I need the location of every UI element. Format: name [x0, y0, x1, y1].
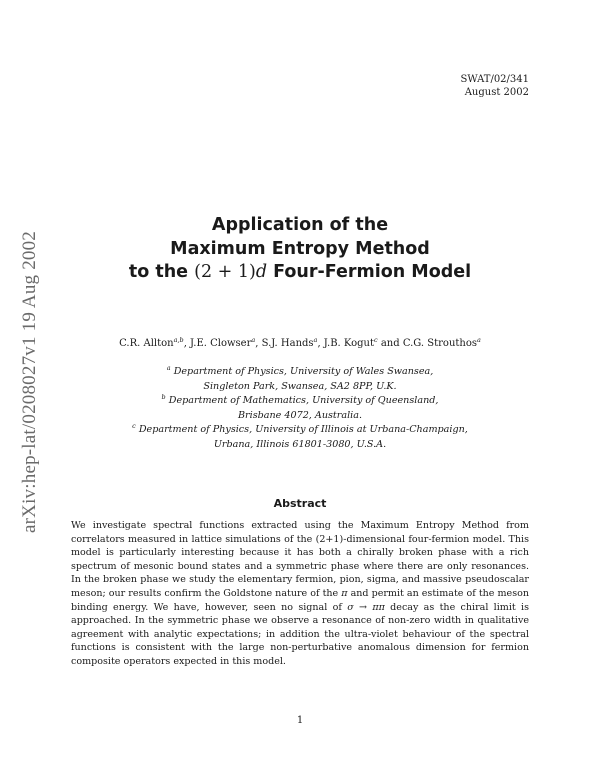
abstract-body	[71, 519, 529, 669]
author-affil-mark: a	[477, 336, 481, 344]
author-affil-mark: a,b	[173, 336, 184, 344]
title-line-3-prefix: to the	[128, 262, 195, 282]
author	[190, 338, 262, 349]
author-sep: ,	[183, 338, 191, 349]
affiliation-a-line-1	[80, 365, 520, 380]
author-name: J.B. Kogut	[323, 338, 374, 349]
author	[262, 338, 324, 349]
abstract-part-2: and permit an estimate of the meson binding energy. We have, however, seen no signal of	[71, 587, 529, 613]
author-name: C.R. Allton	[119, 338, 174, 349]
author-sep: ,	[255, 338, 262, 349]
affiliations	[80, 365, 520, 453]
title-math-d: d	[255, 262, 268, 282]
author-affil-mark: c	[374, 336, 378, 344]
affiliation-c-line-1	[80, 423, 520, 438]
abstract-symbol-pi: π	[341, 587, 348, 599]
author	[119, 338, 190, 349]
abstract-symbol-decay: σ → ππ	[347, 601, 385, 613]
title-line-3	[80, 261, 520, 285]
abstract-part-3: decay as the chiral limit is approached. In the symmetric phase we observe a resonance of non-zero width in qualitative agreement with analytic expectations; in addition the ultra-violet behaviour of the spectral functions is consistent with the large non-perturbative anomalous dimension for fermion composite operators expected in this model.	[71, 601, 529, 667]
affiliation-text: Department of Physics, University of Wales Swansea,	[173, 366, 434, 377]
title-math	[194, 262, 267, 282]
abstract-heading: Abstract	[273, 497, 327, 510]
title-line-2: Maximum Entropy Method	[170, 238, 430, 259]
author	[403, 338, 481, 349]
author	[324, 338, 403, 349]
affiliation-text: Department of Physics, University of Illinois at Urbana-Champaign,	[138, 424, 468, 436]
author-affil-mark: a	[313, 336, 318, 344]
affiliation-text: Department of Mathematics, University of Queensland,	[168, 395, 439, 407]
author-sep: ,	[317, 338, 324, 349]
author-sep: and	[377, 338, 403, 349]
abstract-part-1: We investigate spectral functions extracted using the Maximum Entropy Method from correlators measured in lattice simulations of the (2+1)-dimensional four-fermion model. This model is particularly interesting because it has both a chirally broken phase with a rich spectrum of mesonic bound states and a symmetric phase where there are only resonances. In the broken phase we study the elementary fermion, pion, sigma, and massive pseudoscalar meson; our results confirm the Goldstone nature of the	[71, 520, 529, 599]
affiliation-mark: c	[132, 422, 136, 431]
paper-title	[80, 214, 520, 285]
affiliation-b-line-2: Brisbane 4072, Australia.	[237, 409, 362, 421]
arxiv-stamp-text: arXiv:hep-lat/0208027v1 19 Aug 2002	[19, 231, 40, 533]
author-name: J.E. Clowser	[190, 338, 252, 349]
title-math-paren: (2 + 1)	[194, 262, 256, 282]
affiliation-mark: a	[166, 364, 171, 372]
author-name: C.G. Strouthos	[402, 338, 477, 349]
report-number: SWAT/02/341	[460, 74, 529, 85]
report-info	[460, 73, 529, 99]
affiliation-mark: b	[161, 393, 166, 402]
affiliation-a-line-2: Singleton Park, Swansea, SA2 8PP, U.K.	[203, 380, 397, 392]
page-number: 1	[296, 715, 304, 726]
report-date: August 2002	[464, 87, 529, 98]
author-name: S.J. Hands	[261, 338, 314, 349]
affiliation-c-line-2: Urbana, Illinois 61801-3080, U.S.A.	[213, 438, 387, 450]
affiliation-b-line-1	[80, 394, 520, 409]
title-line-1: Application of the	[211, 215, 389, 235]
author-list	[60, 337, 540, 350]
title-line-3-suffix: Four-Fermion Model	[267, 262, 472, 282]
author-affil-mark: a	[251, 336, 256, 344]
